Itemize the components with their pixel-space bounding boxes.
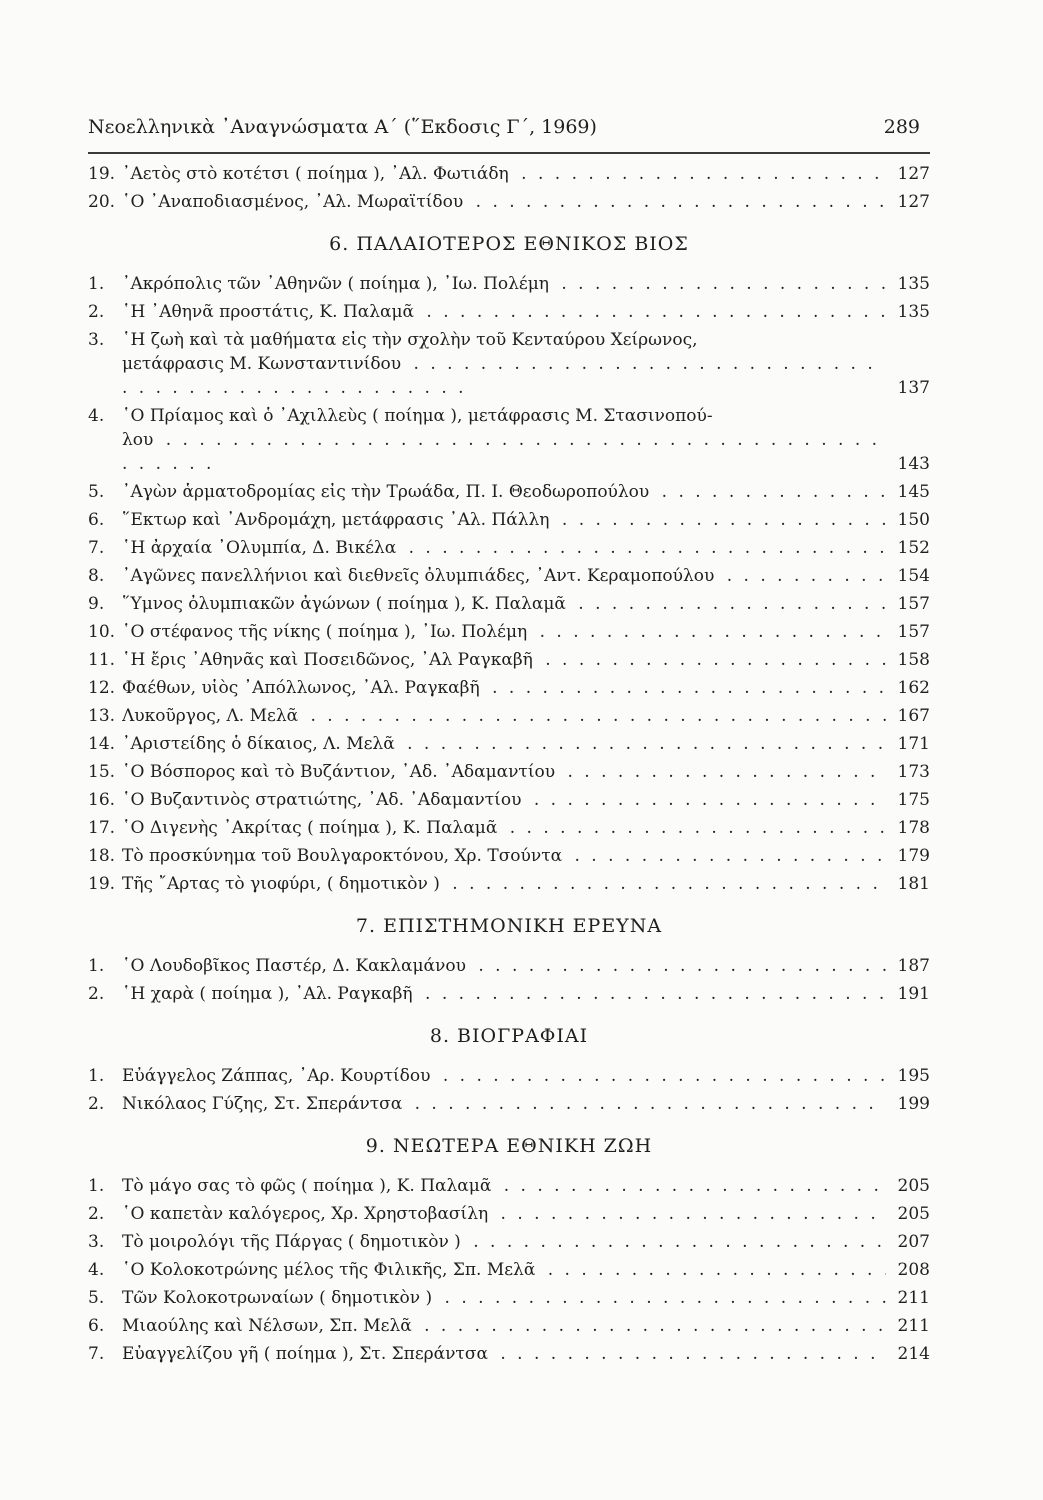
header-page-number: 289 — [883, 116, 920, 138]
entry-title-text: Μιαούλης καὶ Νέλσων, Σπ. Μελᾶ — [122, 1316, 416, 1336]
toc-entry — [88, 536, 930, 560]
toc-entry — [88, 1092, 930, 1116]
entry-title-text: ῾Ο Βόσπορος καὶ τὸ Βυζάντιον, ᾽Αδ. ᾽Αδαμαντίου — [122, 762, 559, 782]
entry-number: 1. — [88, 274, 105, 294]
entry-title — [122, 300, 886, 324]
entry-page-number: 167 — [897, 706, 930, 726]
entry-page-number: 179 — [897, 846, 930, 866]
section-heading: 7. ΕΠΙΣΤΗΜΟΝΙΚΗ ΕΡΕΥΝΑ — [355, 915, 663, 937]
entry-title — [122, 1342, 886, 1366]
entry-title-text: ῾Ο Κολοκοτρώνης μέλος τῆς Φιλικῆς, Σπ. Μελᾶ — [122, 1260, 539, 1280]
entry-number: 3. — [88, 330, 105, 350]
toc-entry — [88, 328, 930, 400]
dot-leader — [718, 566, 886, 586]
dot-leader — [444, 874, 886, 894]
entry-number: 1. — [88, 956, 105, 976]
entry-page-number: 127 — [897, 192, 930, 212]
header-title: Νεοελληνικὰ ᾽Αναγνώσματα Α΄ (῞Εκδοσις Γ΄, 1969) — [88, 116, 597, 138]
entry-title-text: ῾Ο Λουδοβῖκος Παστέρ, Δ. Κακλαμάνου — [122, 956, 470, 976]
entry-title-continuation: μετάφρασις Μ. Κωνσταντινίδου — [122, 354, 405, 374]
dot-leader — [492, 1344, 886, 1364]
entry-title — [122, 816, 886, 840]
dot-leader — [492, 1204, 886, 1224]
entry-page-number: 171 — [897, 734, 930, 754]
entry-page-number: 199 — [897, 1094, 930, 1114]
entry-number: 7. — [88, 1344, 105, 1364]
entry-number: 9. — [88, 594, 105, 614]
dot-leader — [406, 1094, 886, 1114]
entry-title — [122, 648, 886, 672]
entry-title-text: Τῆς ῎Αρτας τὸ γιοφύρι, ( δημοτικὸν ) — [122, 874, 444, 894]
entry-title-text: Εὐαγγελίζου γῆ ( ποίημα ), Στ. Σπεράντσα — [122, 1344, 492, 1364]
entry-number: 5. — [88, 1288, 105, 1308]
entry-title-text: Τῶν Κολοκοτρωναίων ( δημοτικὸν ) — [122, 1288, 436, 1308]
dot-leader — [434, 1066, 886, 1086]
dot-leader — [467, 192, 886, 212]
entry-number: 10. — [88, 622, 116, 642]
entry-page-number: 178 — [897, 818, 930, 838]
dot-leader — [495, 1176, 886, 1196]
entry-title — [122, 954, 886, 978]
entry-page-number: 137 — [897, 378, 930, 398]
entry-title — [122, 536, 886, 560]
entry-title — [122, 704, 886, 728]
dot-leader — [531, 622, 886, 642]
toc-entry — [88, 982, 930, 1006]
entry-title-text: ῾Η ζωὴ καὶ τὰ μαθήματα εἰς τὴν σχολὴν τοῦ Κενταύρου Χείρωνος, — [122, 330, 702, 350]
entry-page-number: 157 — [897, 622, 930, 642]
dot-leader — [302, 706, 886, 726]
entry-title — [122, 788, 886, 812]
section-heading: 9. ΝΕΩΤΕΡΑ ΕΘΝΙΚΗ ΖΩΗ — [365, 1135, 653, 1157]
entry-number: 4. — [88, 1260, 105, 1280]
toc-entry — [88, 1174, 930, 1198]
entry-page-number: 143 — [897, 454, 930, 474]
entry-page-number: 154 — [897, 566, 930, 586]
entry-title-text: ῾Η ἔρις ᾽Αθηνᾶς καὶ Ποσειδῶνος, ᾽Αλ Ραγκαβῆ — [122, 650, 537, 670]
entry-title-text: Τὸ προσκύνημα τοῦ Βουλγαροκτόνου, Χρ. Τσούντα — [122, 846, 566, 866]
entry-title-text: Τὸ μάγο σας τὸ φῶς ( ποίημα ), Κ. Παλαμᾶ — [122, 1176, 495, 1196]
dot-leader — [417, 984, 886, 1004]
entry-page-number: 135 — [897, 274, 930, 294]
entry-number: 17. — [88, 818, 116, 838]
entry-number: 8. — [88, 566, 105, 586]
entry-title — [122, 592, 886, 616]
entry-title — [122, 508, 886, 532]
entry-title-continuation: λου — [122, 430, 157, 450]
entry-page-number: 175 — [897, 790, 930, 810]
entry-title-text: Φαέθων, υἱὸς ᾽Απόλλωνος, ᾽Αλ. Ραγκαβῆ — [122, 678, 484, 698]
entry-title — [122, 732, 886, 756]
dot-leader — [399, 734, 886, 754]
entry-title — [122, 1174, 886, 1198]
toc-entry — [88, 1286, 930, 1310]
entry-title — [122, 480, 886, 504]
toc-entry — [88, 1342, 930, 1366]
entry-title — [122, 1092, 886, 1116]
entry-title-text: ᾽Αγῶνες πανελλήνιοι καὶ διεθνεῖς ὀλυμπιάδες, ᾽Αντ. Κεραμοπούλου — [122, 566, 718, 586]
toc-entry — [88, 592, 930, 616]
dot-leader — [501, 818, 886, 838]
toc-entry — [88, 190, 930, 214]
toc-entry — [88, 732, 930, 756]
entry-title — [122, 1286, 886, 1310]
entry-title — [122, 1202, 886, 1226]
entry-title — [122, 872, 886, 896]
entry-page-number: 207 — [897, 1232, 930, 1252]
entry-number: 19. — [88, 874, 116, 894]
toc-entry — [88, 760, 930, 784]
toc-entry — [88, 300, 930, 324]
header-rule — [88, 152, 930, 154]
dot-leader — [400, 538, 886, 558]
entry-page-number: 173 — [897, 762, 930, 782]
dot-leader — [570, 594, 886, 614]
dot-leader — [465, 1232, 886, 1252]
entry-page-number: 135 — [897, 302, 930, 322]
table-of-contents — [88, 162, 930, 1370]
entry-page-number: 211 — [897, 1316, 930, 1336]
toc-entry — [88, 816, 930, 840]
entry-number: 2. — [88, 302, 105, 322]
entry-title — [122, 272, 886, 296]
section-heading: 8. ΒΙΟΓΡΑΦΙΑΙ — [429, 1025, 589, 1047]
entry-number: 15. — [88, 762, 116, 782]
entry-title-text: ῾Η χαρὰ ( ποίημα ), ᾽Αλ. Ραγκαβῆ — [122, 984, 417, 1004]
entry-page-number: 205 — [897, 1204, 930, 1224]
entry-page-number: 208 — [897, 1260, 930, 1280]
entry-page-number: 214 — [897, 1344, 930, 1364]
entry-title-text: ῾Ο Πρίαμος καὶ ὁ ᾽Αχιλλεὺς ( ποίημα ), μετάφρασις Μ. Στασινοπού- — [122, 406, 717, 426]
entry-title-text: ῾Ο Βυζαντινὸς στρατιώτης, ᾽Αδ. ᾽Αδαμαντίου — [122, 790, 525, 810]
toc-entry — [88, 162, 930, 186]
entry-page-number: 152 — [897, 538, 930, 558]
entry-title-text: ῾Ο στέφανος τῆς νίκης ( ποίημα ), ᾽Ιω. Πολέμη — [122, 622, 531, 642]
section-heading: 6. ΠΑΛΑΙΟΤΕΡΟΣ ΕΘΝΙΚΟΣ ΒΙΟΣ — [329, 233, 689, 255]
entry-title-text: ῞Υμνος ὀλυμπιακῶν ἀγώνων ( ποίημα ), Κ. Παλαμᾶ — [122, 594, 570, 614]
dot-leader — [416, 1316, 886, 1336]
toc-entry — [88, 788, 930, 812]
entry-number: 1. — [88, 1066, 105, 1086]
dot-leader — [436, 1288, 886, 1308]
entry-number: 14. — [88, 734, 116, 754]
entry-title-text: ᾽Αγὼν ἁρματοδρομίας εἰς τὴν Τρωάδα, Π. Ι. Θεοδωροπούλου — [122, 482, 653, 502]
dot-leader — [539, 1260, 886, 1280]
entry-title-text: ῾Ο Διγενὴς ᾽Ακρίτας ( ποίημα ), Κ. Παλαμᾶ — [122, 818, 501, 838]
dot-leader — [553, 274, 886, 294]
entry-title-text: Νικόλαος Γύζης, Στ. Σπεράντσα — [122, 1094, 406, 1114]
toc-entry — [88, 1230, 930, 1254]
entry-page-number: 145 — [897, 482, 930, 502]
entry-page-number: 127 — [897, 164, 930, 184]
toc-entry — [88, 648, 930, 672]
entry-title-text: ῾Η ἀρχαία ᾽Ολυμπία, Δ. Βικέλα — [122, 538, 400, 558]
entry-title — [122, 328, 886, 400]
entry-title — [122, 564, 886, 588]
entry-page-number: 205 — [897, 1176, 930, 1196]
entry-page-number: 181 — [897, 874, 930, 894]
dot-leader — [559, 762, 886, 782]
entry-number: 16. — [88, 790, 116, 810]
entry-number: 2. — [88, 1204, 105, 1224]
entry-title — [122, 982, 886, 1006]
entry-number: 11. — [88, 650, 116, 670]
entry-number: 7. — [88, 538, 105, 558]
toc-entry — [88, 676, 930, 700]
dot-leader — [653, 482, 886, 502]
toc-entry — [88, 1314, 930, 1338]
entry-title — [122, 1258, 886, 1282]
entry-title-text: ᾽Αετὸς στὸ κοτέτσι ( ποίημα ), ᾽Αλ. Φωτιάδη — [122, 164, 513, 184]
dot-leader — [484, 678, 886, 698]
entry-title-text: Τὸ μοιρολόγι τῆς Πάργας ( δημοτικὸν ) — [122, 1232, 465, 1252]
entry-number: 18. — [88, 846, 116, 866]
entry-page-number: 195 — [897, 1066, 930, 1086]
entry-number: 2. — [88, 984, 105, 1004]
entry-number: 13. — [88, 706, 116, 726]
dot-leader — [537, 650, 886, 670]
entry-number: 5. — [88, 482, 105, 502]
dot-leader — [513, 164, 886, 184]
entry-title — [122, 1064, 886, 1088]
entry-page-number: 150 — [897, 510, 930, 530]
toc-entry — [88, 1064, 930, 1088]
entry-page-number: 211 — [897, 1288, 930, 1308]
dot-leader — [470, 956, 886, 976]
entry-title — [122, 620, 886, 644]
entry-title — [122, 676, 886, 700]
dot-leader — [566, 846, 886, 866]
entry-title-text: Λυκοῦργος, Λ. Μελᾶ — [122, 706, 302, 726]
entry-number: 6. — [88, 510, 105, 530]
entry-number: 1. — [88, 1176, 105, 1196]
entry-number: 19. — [88, 164, 116, 184]
toc-entry — [88, 564, 930, 588]
entry-page-number: 187 — [897, 956, 930, 976]
entry-number: 6. — [88, 1316, 105, 1336]
entry-title-text: ᾽Ακρόπολις τῶν ᾽Αθηνῶν ( ποίημα ), ᾽Ιω. Πολέμη — [122, 274, 553, 294]
entry-number: 3. — [88, 1232, 105, 1252]
entry-number: 4. — [88, 406, 105, 426]
toc-entry — [88, 954, 930, 978]
toc-entry — [88, 480, 930, 504]
dot-leader — [122, 430, 880, 474]
entry-title — [122, 1230, 886, 1254]
entry-title-text: ῞Εκτωρ καὶ ᾽Ανδρομάχη, μετάφρασις ᾽Αλ. Πάλλη — [122, 510, 553, 530]
entry-title-text: ᾽Αριστείδης ὁ δίκαιος, Λ. Μελᾶ — [122, 734, 399, 754]
entry-title-text: ῾Η ᾽Αθηνᾶ προστάτις, Κ. Παλαμᾶ — [122, 302, 418, 322]
entry-title — [122, 1314, 886, 1338]
toc-entry — [88, 844, 930, 868]
entry-title — [122, 404, 886, 476]
toc-entry — [88, 872, 930, 896]
entry-page-number: 191 — [897, 984, 930, 1004]
entry-title-text: ῾Ο ᾽Αναποδιασμένος, ᾽Αλ. Μωραϊτίδου — [122, 192, 467, 212]
dot-leader — [418, 302, 886, 322]
entry-number: 12. — [88, 678, 116, 698]
toc-entry — [88, 704, 930, 728]
toc-entry — [88, 620, 930, 644]
entry-title — [122, 190, 886, 214]
toc-entry — [88, 272, 930, 296]
toc-entry — [88, 508, 930, 532]
entry-number: 2. — [88, 1094, 105, 1114]
toc-entry — [88, 1258, 930, 1282]
entry-title — [122, 844, 886, 868]
entry-number: 20. — [88, 192, 116, 212]
entry-title-text: Εὐάγγελος Ζάππας, ᾽Αρ. Κουρτίδου — [122, 1066, 434, 1086]
dot-leader — [553, 510, 886, 530]
entry-title — [122, 760, 886, 784]
dot-leader — [525, 790, 886, 810]
toc-entry — [88, 1202, 930, 1226]
running-header — [88, 116, 920, 138]
entry-page-number: 158 — [897, 650, 930, 670]
entry-page-number: 157 — [897, 594, 930, 614]
toc-entry — [88, 404, 930, 476]
entry-title-text: ῾Ο καπετὰν καλόγερος, Χρ. Χρηστοβασίλη — [122, 1204, 492, 1224]
entry-title — [122, 162, 886, 186]
entry-page-number: 162 — [897, 678, 930, 698]
